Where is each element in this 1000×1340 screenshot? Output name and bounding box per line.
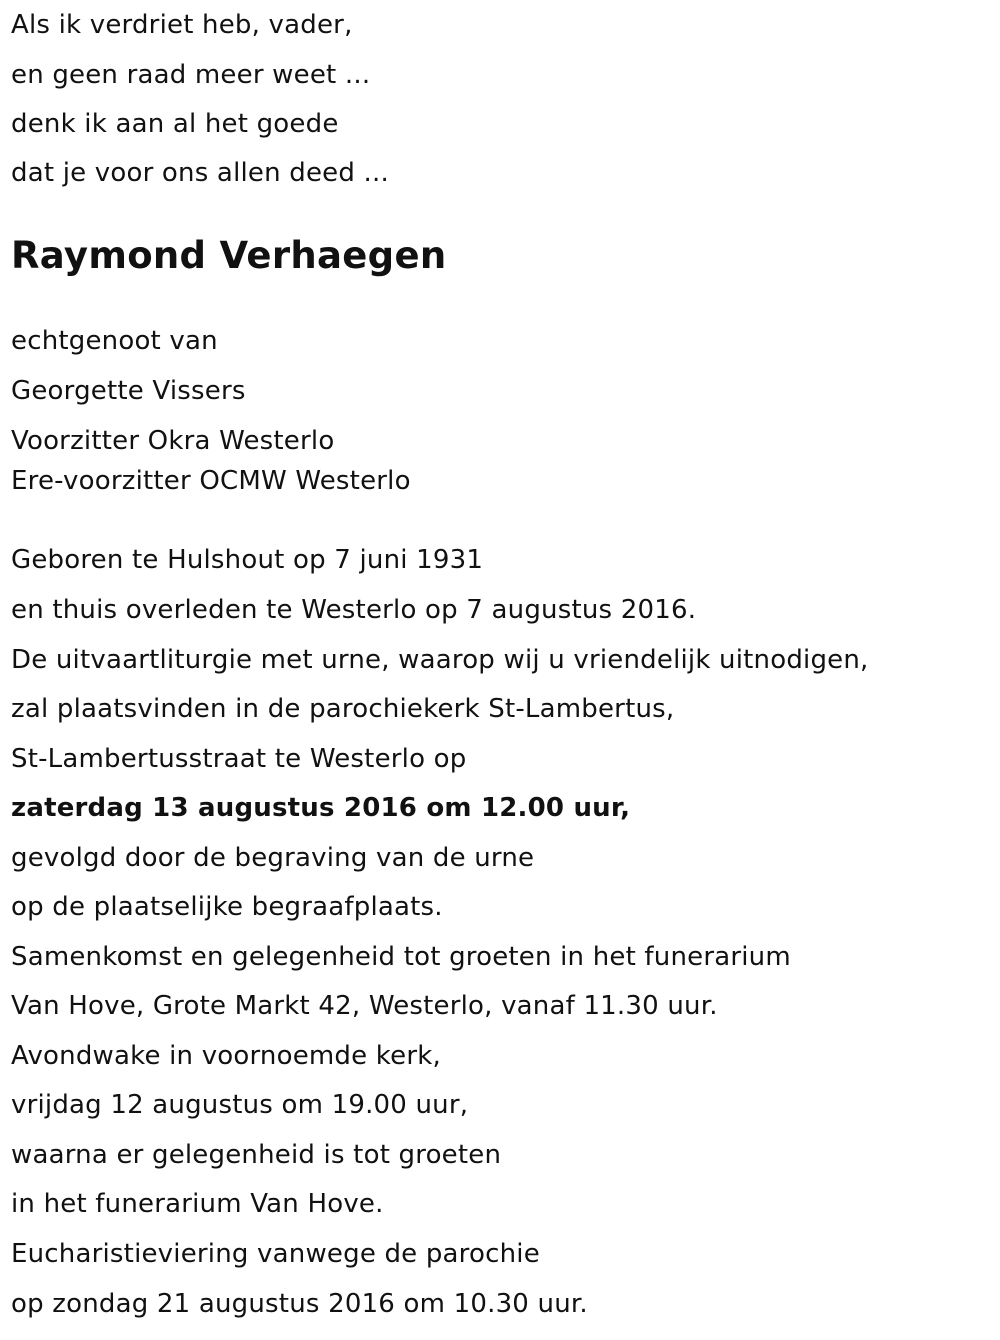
detail-line: op de plaatselijke begraafplaats.	[11, 892, 443, 922]
detail-line: zal plaatsvinden in de parochiekerk St-Lambertus,	[11, 694, 675, 724]
detail-line: De uitvaartliturgie met urne, waarop wij u vriendelijk uitnodigen,	[11, 645, 869, 675]
spouse-name: Georgette Vissers	[11, 376, 246, 406]
detail-line: waarna er gelegenheid is tot groeten	[11, 1140, 502, 1170]
title-line: Ere-voorzitter OCMW Westerlo	[11, 466, 411, 496]
detail-line: Avondwake in voornoemde kerk,	[11, 1041, 441, 1071]
detail-line: in het funerarium Van Hove.	[11, 1189, 384, 1219]
poem-line: dat je voor ons allen deed ...	[11, 158, 389, 188]
detail-line: op zondag 21 augustus 2016 om 10.30 uur.	[11, 1289, 588, 1319]
relation-label: echtgenoot van	[11, 326, 218, 356]
funeral-datetime: zaterdag 13 augustus 2016 om 12.00 uur,	[11, 793, 631, 823]
deceased-name: Raymond Verhaegen	[11, 234, 447, 277]
detail-line: Samenkomst en gelegenheid tot groeten in het funerarium	[11, 942, 791, 972]
detail-line: Van Hove, Grote Markt 42, Westerlo, vanaf 11.30 uur.	[11, 991, 718, 1021]
detail-line: en thuis overleden te Westerlo op 7 augustus 2016.	[11, 595, 697, 625]
detail-line: vrijdag 12 augustus om 19.00 uur,	[11, 1090, 469, 1120]
detail-line: gevolgd door de begraving van de urne	[11, 843, 535, 873]
poem-line: denk ik aan al het goede	[11, 109, 339, 139]
poem-line: en geen raad meer weet ...	[11, 60, 371, 90]
poem-line: Als ik verdriet heb, vader,	[11, 10, 353, 40]
detail-line: St-Lambertusstraat te Westerlo op	[11, 744, 467, 774]
detail-line: Geboren te Hulshout op 7 juni 1931	[11, 545, 484, 575]
title-line: Voorzitter Okra Westerlo	[11, 426, 335, 456]
detail-line: Eucharistieviering vanwege de parochie	[11, 1239, 540, 1269]
